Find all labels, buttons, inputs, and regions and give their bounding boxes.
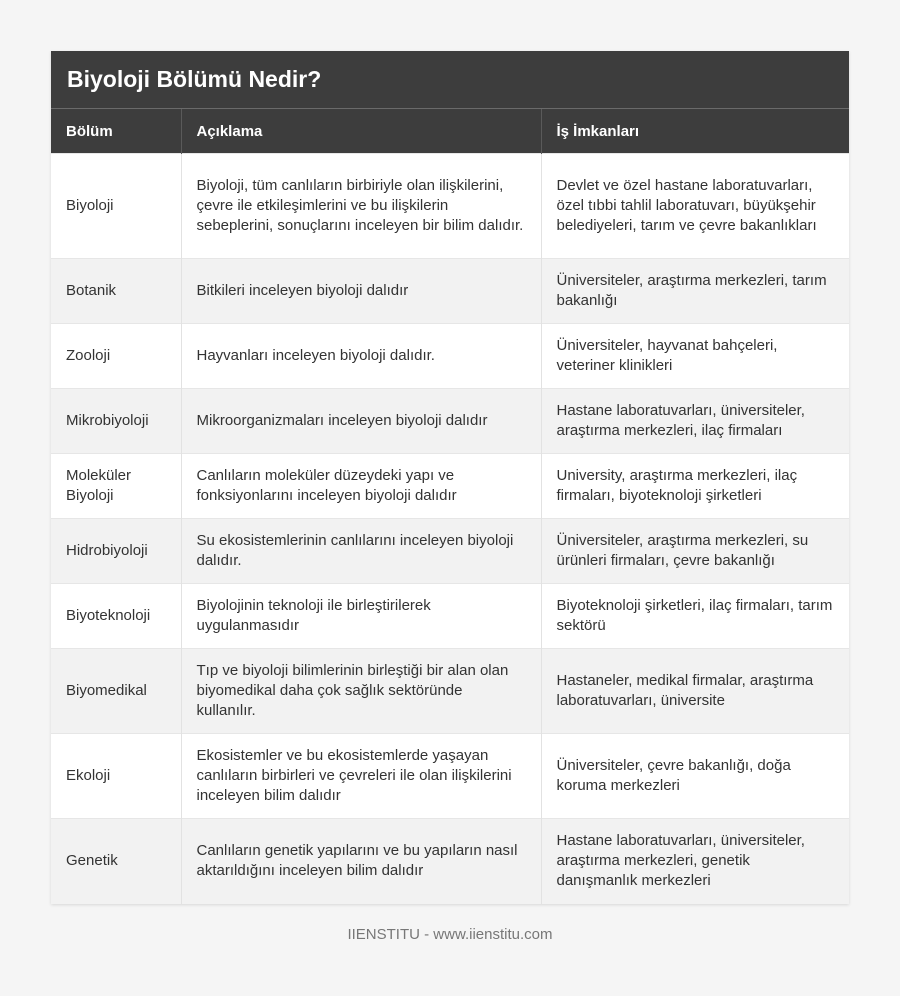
cell-bolum: Genetik [51, 819, 181, 904]
table-row [51, 259, 849, 324]
header-aciklama: Açıklama [181, 109, 541, 154]
table-row [51, 454, 849, 519]
cell-is: Hastaneler, medikal firmalar, araştırma laboratuvarları, üniversite [541, 649, 849, 734]
cell-bolum: Biyomedikal [51, 649, 181, 734]
cell-is: Devlet ve özel hastane laboratuvarları, özel tıbbi tahlil laboratuvarı, büyükşehir belediyeleri, tarım ve çevre bakanlıkları [541, 154, 849, 259]
cell-is: University, araştırma merkezleri, ilaç firmaları, biyoteknoloji şirketleri [541, 454, 849, 519]
cell-bolum: Botanik [51, 259, 181, 324]
table-card [51, 51, 849, 904]
table-title: Biyoloji Bölümü Nedir? [51, 51, 849, 109]
table-header [51, 109, 849, 154]
cell-is: Üniversiteler, çevre bakanlığı, doğa koruma merkezleri [541, 734, 849, 819]
cell-aciklama: Mikroorganizmaları inceleyen biyoloji dalıdır [181, 389, 541, 454]
cell-is: Üniversiteler, araştırma merkezleri, tarım bakanlığı [541, 259, 849, 324]
table-row [51, 389, 849, 454]
cell-aciklama: Canlıların moleküler düzeydeki yapı ve fonksiyonlarını inceleyen biyoloji dalıdır [181, 454, 541, 519]
cell-aciklama: Ekosistemler ve bu ekosistemlerde yaşayan canlıların birbirleri ve çevreleri ile olan ilişkilerini inceleyen bilim dalıdır [181, 734, 541, 819]
cell-is: Biyoteknoloji şirketleri, ilaç firmaları, tarım sektörü [541, 584, 849, 649]
cell-is: Üniversiteler, hayvanat bahçeleri, veteriner klinikleri [541, 324, 849, 389]
header-is-imkanlari: İş İmkanları [541, 109, 849, 154]
cell-is: Hastane laboratuvarları, üniversiteler, araştırma merkezleri, ilaç firmaları [541, 389, 849, 454]
header-bolum: Bölüm [51, 109, 181, 154]
cell-bolum: Biyoloji [51, 154, 181, 259]
cell-bolum: Zooloji [51, 324, 181, 389]
cell-aciklama: Biyoloji, tüm canlıların birbiriyle olan ilişkilerini, çevre ile etkileşimlerini ve bu ilişkilerin sebeplerini, sonuçlarını inceleyen bir bilim dalıdır. [181, 154, 541, 259]
cell-is: Üniversiteler, araştırma merkezleri, su ürünleri firmaları, çevre bakanlığı [541, 519, 849, 584]
table-row [51, 154, 849, 259]
cell-bolum: Ekoloji [51, 734, 181, 819]
table-row [51, 734, 849, 819]
cell-bolum: Biyoteknoloji [51, 584, 181, 649]
table-row [51, 324, 849, 389]
cell-aciklama: Biyolojinin teknoloji ile birleştirilerek uygulanmasıdır [181, 584, 541, 649]
cell-aciklama: Tıp ve biyoloji bilimlerinin birleştiği bir alan olan biyomedikal daha çok sağlık sektöründe kullanılır. [181, 649, 541, 734]
cell-aciklama: Canlıların genetik yapılarını ve bu yapıların nasıl aktarıldığını inceleyen bilim dalıdır [181, 819, 541, 904]
cell-aciklama: Bitkileri inceleyen biyoloji dalıdır [181, 259, 541, 324]
biology-table [51, 109, 849, 904]
table-body [51, 154, 849, 904]
table-row [51, 519, 849, 584]
cell-bolum: Mikrobiyoloji [51, 389, 181, 454]
table-row [51, 819, 849, 904]
table-row [51, 584, 849, 649]
table-row [51, 649, 849, 734]
cell-is: Hastane laboratuvarları, üniversiteler, araştırma merkezleri, genetik danışmanlık merkezleri [541, 819, 849, 904]
cell-bolum: Hidrobiyoloji [51, 519, 181, 584]
cell-aciklama: Su ekosistemlerinin canlılarını inceleyen biyoloji dalıdır. [181, 519, 541, 584]
cell-bolum: Moleküler Biyoloji [51, 454, 181, 519]
footer-credit: IIENSTITU - www.iienstitu.com [347, 926, 553, 943]
cell-aciklama: Hayvanları inceleyen biyoloji dalıdır. [181, 324, 541, 389]
